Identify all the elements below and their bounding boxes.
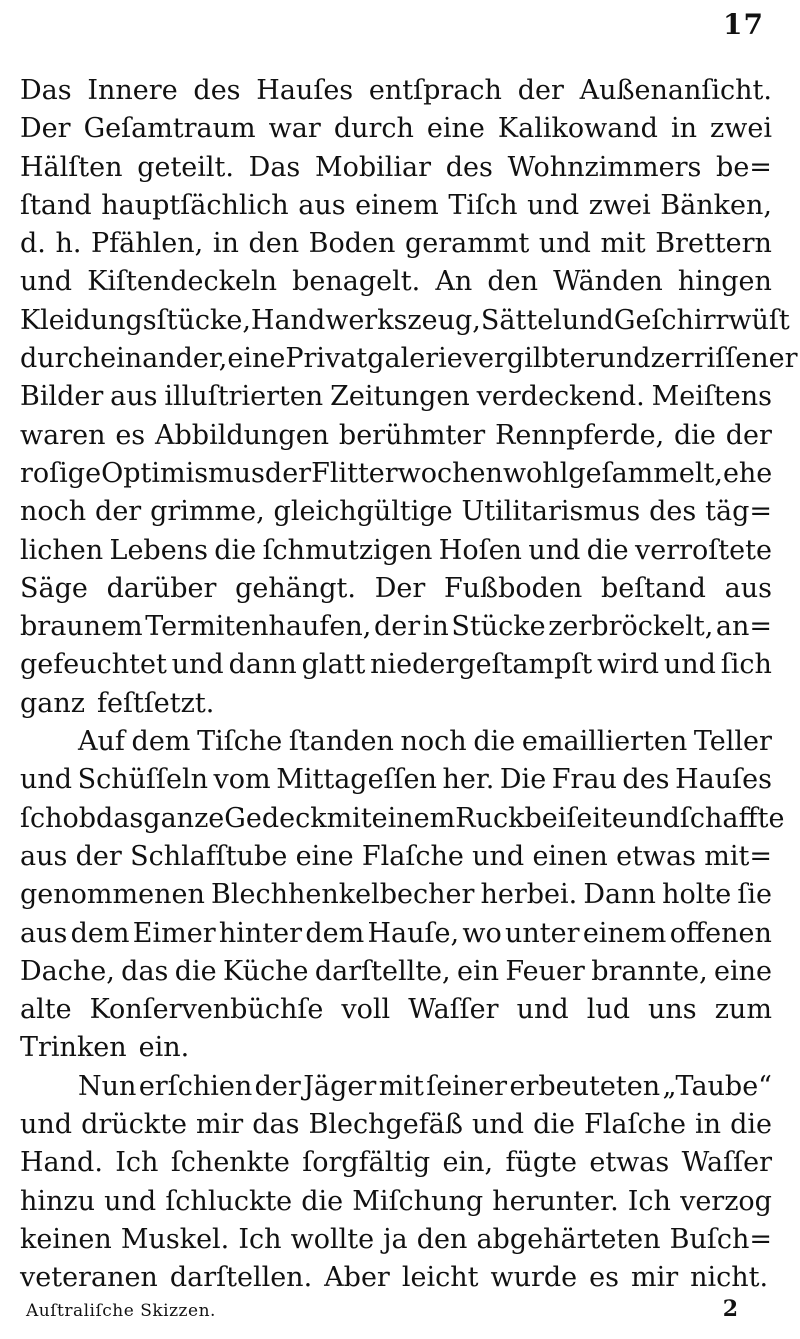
printer-signature [26,1296,738,1322]
text-line: Nun erſchien der Jäger mit ſeiner erbeuteten „Taube“ [78,1070,772,1102]
text-line: genommenen Blechhenkelbecher herbei. Dann holte ſie [20,879,772,911]
signature-number: 2 [722,1296,738,1322]
text-line: Kleidungsſtücke, Handwerkszeug, Sättel und Geſchirr wüſt [20,304,790,336]
text-line: lichen Lebens die ſchmutzigen Hoſen und die verroſtete [20,534,772,566]
text-line: keinen Muskel. Ich wollte ja den abgehärteten Buſch= [20,1223,772,1255]
text-line: d. h. Pfählen, in den Boden gerammt und mit Brettern [20,228,772,260]
text-line: Dache, das die Küche darſtellte, ein Feuer brannte, eine [20,955,772,987]
text-line: ſchob das ganze Gedeck mit einem Ruck beiſeite und ſchaffte [20,802,785,834]
text-line: Säge darüber gehängt. Der Fußboden beſtand aus [20,572,772,604]
paragraph [20,1068,772,1298]
paragraph [20,72,798,723]
paragraph [20,723,785,1068]
text-line: und Schüſſeln vom Mittageſſen her. Die Frau des Hauſes [20,764,772,796]
text-line: ganz feſtſetzt. [20,687,215,719]
signature-title: Auſtraliſche Skizzen. [26,1301,216,1321]
text-line: aus der Schlafſtube eine Flaſche und einen etwas mit= [20,840,772,872]
text-line: roſige Optimismus der Flitterwochen wohl geſammelt, ehe [20,457,773,489]
text-line: braunem Termitenhaufen, der in Stücke zerbröckelt, an= [20,611,772,643]
text-line: Hälſten geteilt. Das Mobiliar des Wohnzimmers be= [20,151,772,183]
text-line: hinzu und ſchluckte die Miſchung herunter. Ich verzog [20,1185,772,1217]
text-line: Auf dem Tiſche ſtanden noch die emaillierten Teller [78,726,772,758]
text-line: noch der grimme, gleichgültige Utilitarismus des täg= [20,496,772,528]
text-line: und drückte mir das Blechgefäß und die Flaſche in die [20,1109,772,1141]
text-line: gefeuchtet und dann glatt niedergeſtampſt wird und ſich [20,649,772,681]
text-line: und Kiſtendeckeln benagelt. An den Wänden hingen [20,266,772,298]
text-line: veteranen darſtellen. Aber leicht wurde es mir nicht. [20,1262,769,1294]
text-line: Bilder aus illuſtrierten Zeitungen verdeckend. Meiſtens [20,381,772,413]
text-line: ſtand hauptſächlich aus einem Tiſch und zwei Bänken, [20,189,772,221]
text-line: alte Konſervenbüchſe voll Waſſer und lud uns zum [20,994,772,1026]
text-line: durcheinander, eine Privatgalerie vergilbter und zerriſſener [20,343,798,375]
text-line: Das Innere des Hauſes entſprach der Außenanſicht. [20,75,772,106]
text-line: Der Geſamtraum war durch eine Kalikowand in zwei [20,113,772,145]
text-line: Trinken ein. [20,1032,190,1064]
text-line: waren es Abbildungen berühmter Rennpferde, die der [20,419,772,451]
text-line: Hand. Ich ſchenkte ſorgfältig ein, fügte etwas Waſſer [20,1147,772,1179]
page-number: 17 [723,8,764,41]
text-line: aus dem Eimer hinter dem Hauſe, wo unter einem offenen [20,917,772,949]
body-text [20,72,798,1298]
